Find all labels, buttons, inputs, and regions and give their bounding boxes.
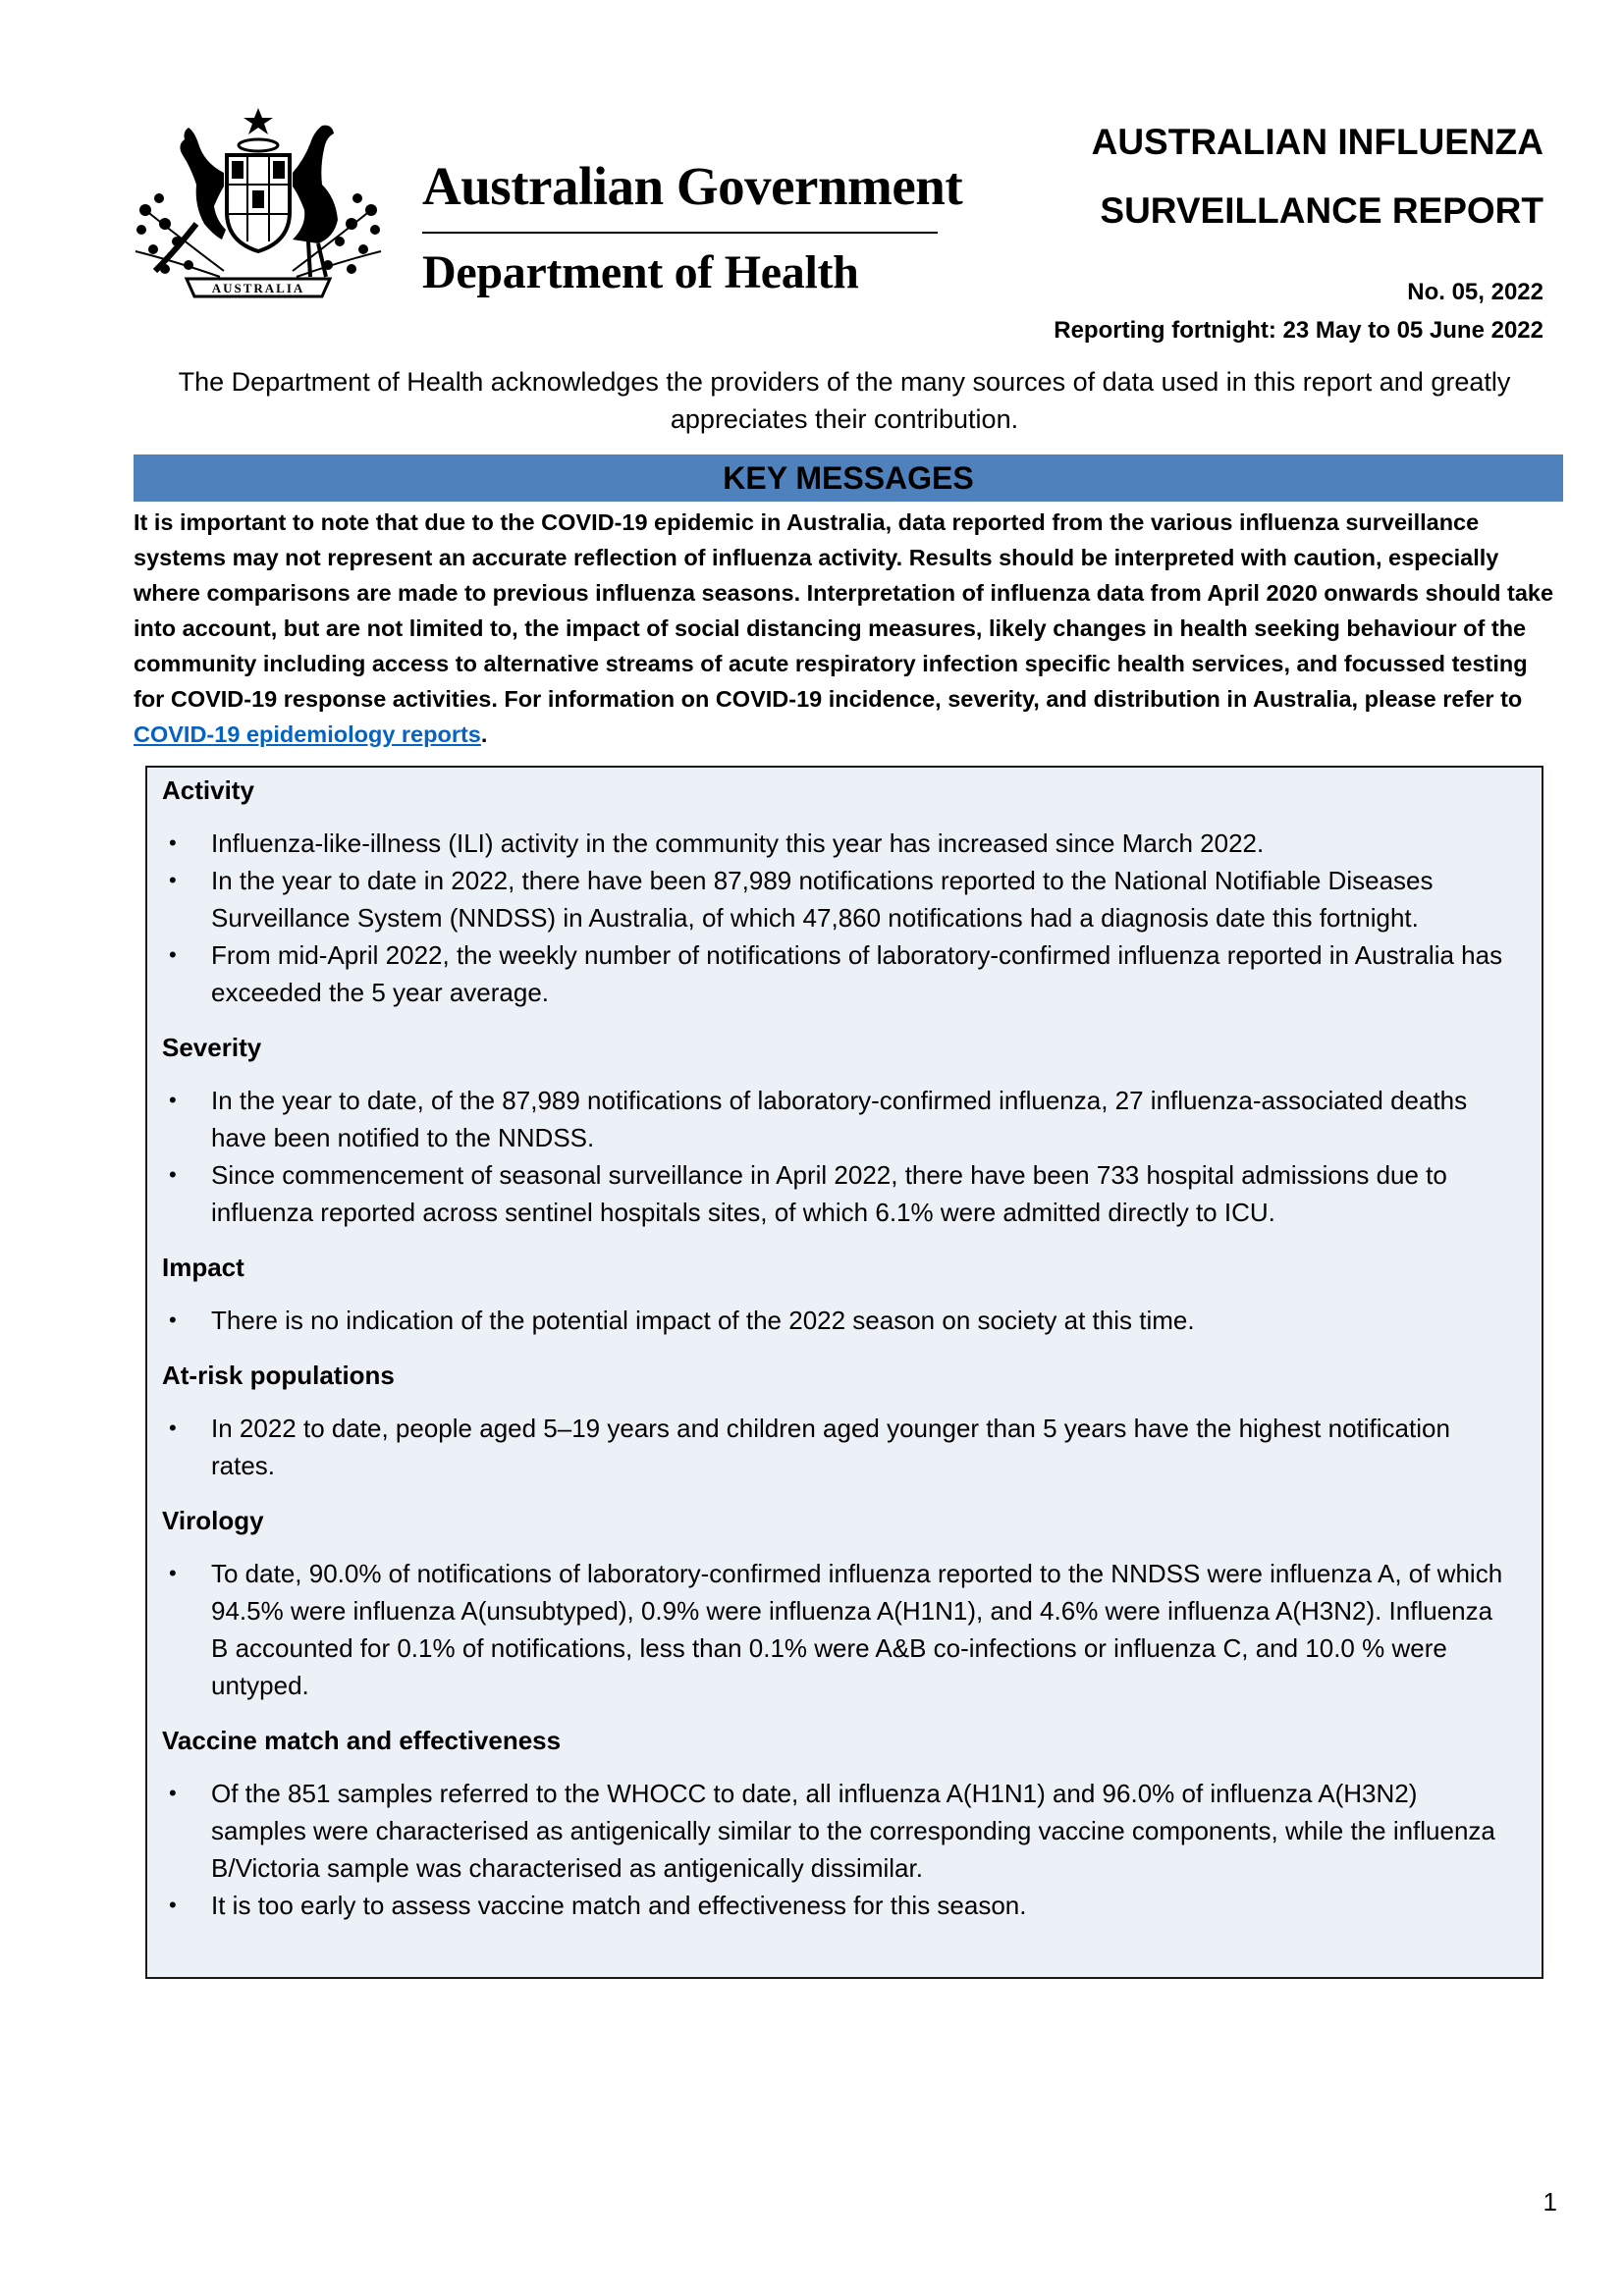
bullet-item xyxy=(162,862,1512,936)
section-heading: Impact xyxy=(162,1253,244,1282)
crest-emu xyxy=(293,126,338,243)
section-heading: Severity xyxy=(162,1033,262,1062)
bullet-icon: • xyxy=(169,1415,177,1440)
page-number: 1 xyxy=(1543,2187,1557,2216)
section-bullet-list xyxy=(162,1775,1512,1924)
bullet-icon: • xyxy=(169,830,177,855)
bullet-icon: • xyxy=(169,1162,177,1187)
section-bullet-list xyxy=(162,1302,1512,1339)
bullet-item xyxy=(162,1410,1512,1484)
bullet-icon: • xyxy=(169,1088,177,1112)
department-name: Department of Health xyxy=(422,246,859,298)
section-heading: At-risk populations xyxy=(162,1361,395,1390)
bullet-text: Since commencement of seasonal surveillance in April 2022, there have been 733 hospital admissions due to influenza reported across sentinel hospitals sites, of which 6.1% were admitted directly to ICU. xyxy=(211,1160,1447,1227)
bullet-icon: • xyxy=(169,1893,177,1917)
crest-wreath xyxy=(239,139,278,151)
bullet-item xyxy=(162,1555,1512,1704)
bullet-item xyxy=(162,1156,1512,1231)
bullet-text: In the year to date in 2022, there have been 87,989 notifications reported to the National Notifiable Diseases Surveillance System (NNDSS) in Australia, of which 47,860 notifications had a diagnosis date this fortnight. xyxy=(211,866,1434,933)
crest-kangaroo xyxy=(180,128,226,240)
bullet-text: In the year to date, of the 87,989 notifications of laboratory-confirmed influenza, 27 influenza-associated deaths have been notified to the NNDSS. xyxy=(211,1086,1468,1152)
summary-box xyxy=(145,766,1543,1979)
section-heading: Vaccine match and effectiveness xyxy=(162,1726,562,1755)
bullet-text: Of the 851 samples referred to the WHOCC to date, all influenza A(H1N1) and 96.0% of influenza A(H3N2) samples were characterised as antigenically similar to the corresponding vaccine components, while the influenza B/Victoria sample was characterised as antigenically dissimilar. xyxy=(211,1779,1495,1883)
reporting-period: Reporting fortnight: 23 May to 05 June 2022 xyxy=(1054,317,1543,344)
key-messages-heading: KEY MESSAGES xyxy=(134,454,1563,502)
bullet-icon: • xyxy=(169,1308,177,1332)
report-title-line-1: AUSTRALIAN INFLUENZA xyxy=(1091,122,1543,162)
bullet-item xyxy=(162,936,1512,1011)
header-divider xyxy=(422,232,938,234)
key-note-text: It is important to note that due to the COVID-19 epidemic in Australia, data reported from the various influenza surveillance systems may not represent an accurate reflection of influenza activity. Results should be interpreted with caution, especially where comparisons are made to previous influenza seasons. Interpretation of influenza data from April 2020 onwards should take into account, but are not limited to, the impact of social distancing measures, likely changes in health seeking behaviour of the community including access to alternative streams of acute respiratory infection specific health services, and focussed testing for COVID-19 response activities. For information on COVID-19 incidence, severity, and distribution in Australia, please refer to xyxy=(134,509,1554,712)
government-name: Australian Government xyxy=(422,156,963,216)
bullet-icon: • xyxy=(169,942,177,967)
section-bullet-list xyxy=(162,1082,1512,1231)
covid-reports-link[interactable]: COVID-19 epidemiology reports xyxy=(134,721,481,747)
bullet-text: From mid-April 2022, the weekly number of notifications of laboratory-confirmed influenza reported in Australia has exceeded the 5 year average. xyxy=(211,940,1503,1007)
acknowledgement: The Department of Health acknowledges the providers of the many sources of data used in this report and greatly appreciates their contribution. xyxy=(178,367,1511,434)
bullet-item xyxy=(162,1887,1512,1924)
report-title xyxy=(1092,108,1543,245)
bullet-text: In 2022 to date, people aged 5–19 years and children aged younger than 5 years have the highest notification rates. xyxy=(211,1414,1450,1480)
bullet-item xyxy=(162,1302,1512,1339)
coat-of-arms-logo xyxy=(126,104,391,314)
crest-star xyxy=(244,108,273,134)
bullet-item xyxy=(162,825,1512,862)
bullet-item xyxy=(162,1775,1512,1887)
section-bullet-list xyxy=(162,1555,1512,1704)
report-title-line-2: SURVEILLANCE REPORT xyxy=(1100,190,1543,231)
bullet-icon: • xyxy=(169,1561,177,1585)
bullet-text: There is no indication of the potential impact of the 2022 season on society at this time. xyxy=(211,1306,1195,1335)
bullet-text: It is too early to assess vaccine match and effectiveness for this season. xyxy=(211,1891,1027,1920)
bullet-text: To date, 90.0% of notifications of laboratory-confirmed influenza reported to the NNDSS were influenza A, of which 94.5% were influenza A(unsubtyped), 0.9% were influenza A(H1N1), and 4.6% were influenza A(H3N2). Influenza B accounted for 0.1% of notifications, less than 0.1% were A&B co-infections or influenza C, and 10.0 % were untyped. xyxy=(211,1559,1503,1700)
crest-caption: AUSTRALIA xyxy=(211,281,305,295)
key-messages-note xyxy=(134,505,1563,752)
section-bullet-list xyxy=(162,1410,1512,1484)
bullet-icon: • xyxy=(169,1781,177,1805)
section-heading: Virology xyxy=(162,1506,264,1535)
bullet-item xyxy=(162,1082,1512,1156)
bullet-icon: • xyxy=(169,868,177,892)
section-heading: Activity xyxy=(162,775,254,805)
bullet-text: Influenza-like-illness (ILI) activity in the community this year has increased since March 2022. xyxy=(211,828,1265,858)
report-number: No. 05, 2022 xyxy=(1407,279,1543,305)
section-bullet-list xyxy=(162,825,1512,1011)
key-note-end: . xyxy=(480,721,488,747)
report-meta xyxy=(1054,273,1543,349)
